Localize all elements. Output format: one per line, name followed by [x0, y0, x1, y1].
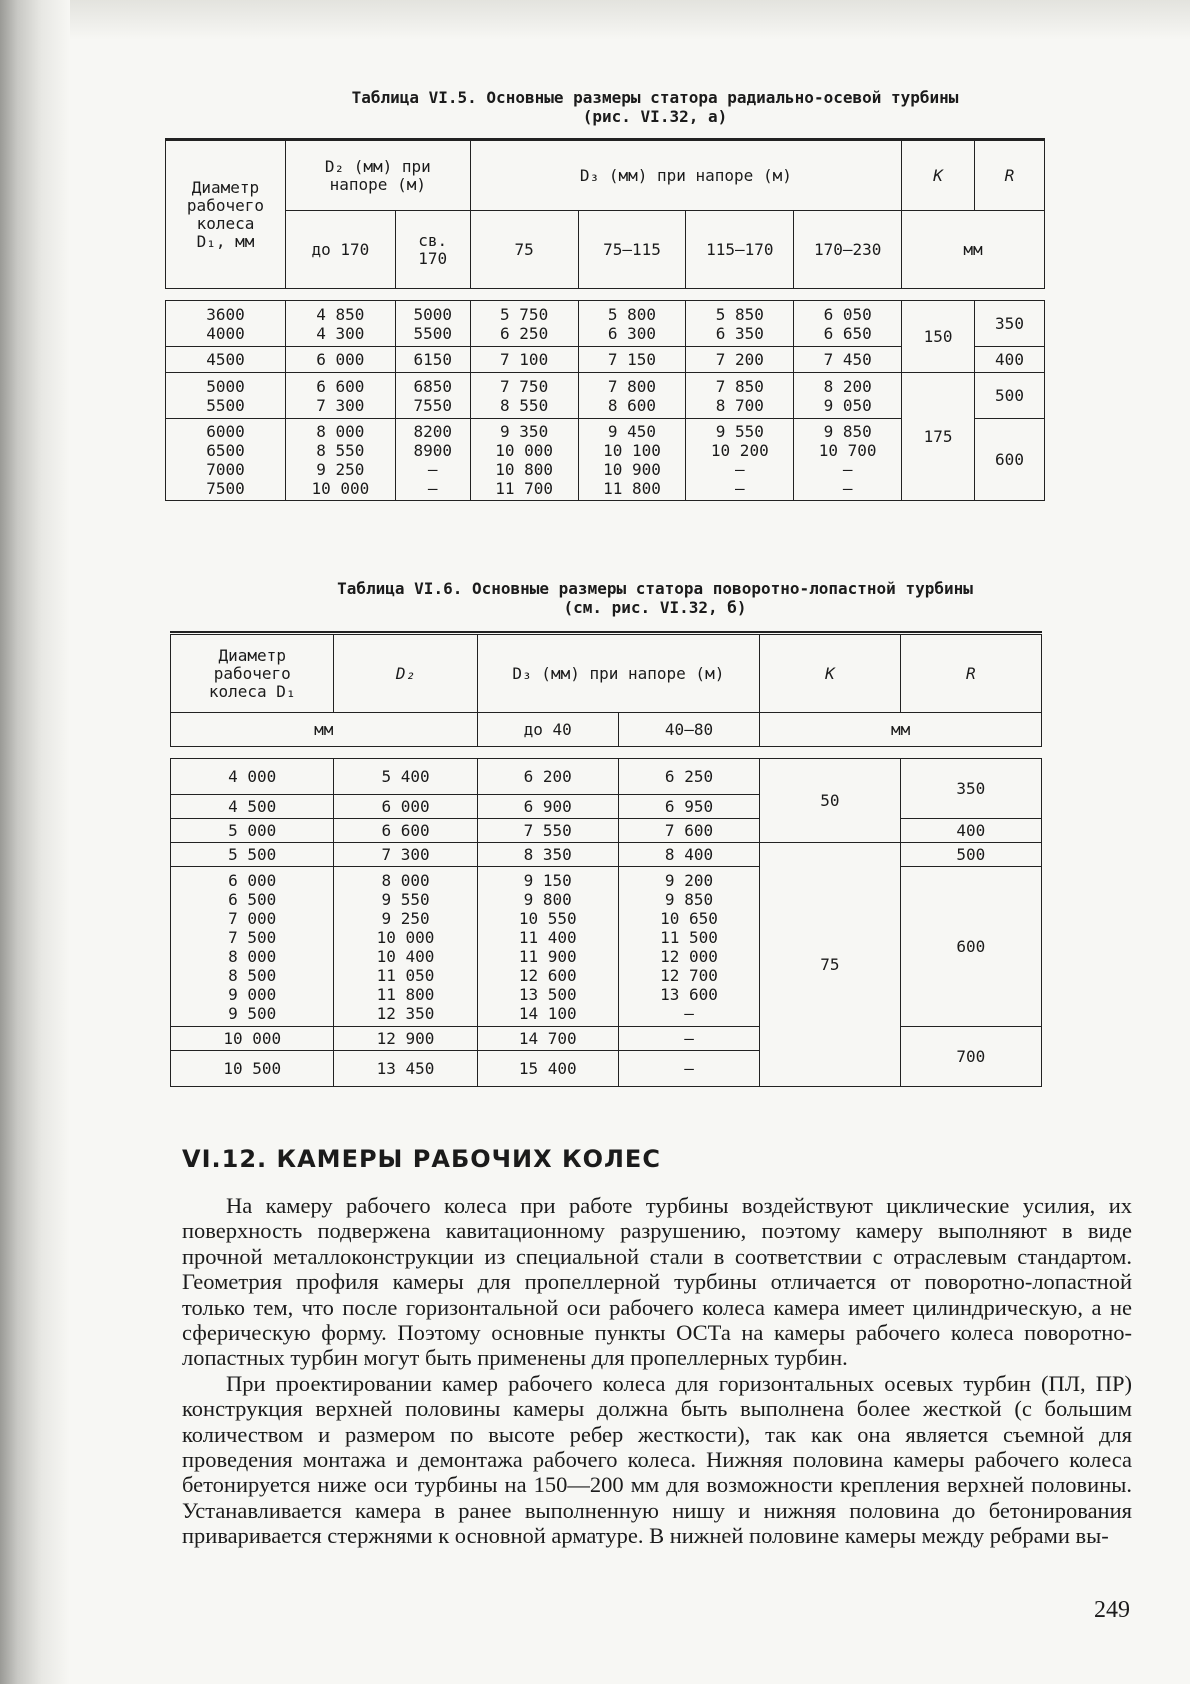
table6-cell-40-80: 9 200 9 850 10 650 11 500 12 000 12 700 13 600 —	[618, 867, 759, 1027]
table5-k-150: 150	[902, 301, 975, 373]
table6-cell-do40: 6 900	[477, 795, 618, 819]
table6-k-50: 50	[760, 759, 901, 843]
table6-header-k: K	[760, 635, 901, 713]
table6-cell-do40: 15 400	[477, 1051, 618, 1087]
table5-spacer	[166, 289, 1045, 301]
table6-cell-d2: 13 450	[334, 1051, 477, 1087]
table5-cell-75: 5 750 6 250	[470, 301, 578, 347]
table5-cell-d2b: 5000 5500	[395, 301, 470, 347]
table6-caption-line2: (см. рис. VI.32, б)	[563, 598, 747, 617]
table6-cell-do40: 8 350	[477, 843, 618, 867]
table6-cell-d2: 7 300	[334, 843, 477, 867]
table5-cell-75: 7 750 8 550	[470, 373, 578, 419]
section-body	[182, 1193, 1132, 1549]
table5-header-k: K	[902, 141, 975, 211]
table6-cell-d1: 4 500	[171, 795, 334, 819]
table6-cell-do40: 7 550	[477, 819, 618, 843]
table6-k-75: 75	[760, 843, 901, 1087]
table5-cell-d1: 5000 5500	[166, 373, 286, 419]
table5-sub-do170: до 170	[285, 211, 395, 289]
table5-header-d1: Диаметр рабочего колеса D₁, мм	[166, 141, 286, 289]
table5	[165, 140, 1045, 501]
table6-r-500: 500	[900, 843, 1041, 867]
table5-caption-line1: Таблица VI.5. Основные размеры статора радиально-осевой турбины	[351, 88, 959, 107]
table6-spacer	[171, 747, 1042, 759]
table6-sub-do40: до 40	[477, 713, 618, 747]
table5-cell-115-170: 7 850 8 700	[686, 373, 794, 419]
table5-cell-75-115: 9 450 10 100 10 900 11 800	[578, 419, 686, 501]
table6-r-350: 350	[900, 759, 1041, 819]
table6-cell-d2: 12 900	[334, 1027, 477, 1051]
table5-cell-d2a: 6 000	[285, 347, 395, 373]
table6-header-d1: Диаметр рабочего колеса D₁	[171, 635, 334, 713]
table5-caption-line2: (рис. VI.32, a)	[582, 107, 728, 126]
table6-header-d2: D₂	[334, 635, 477, 713]
paragraph-1: На камеру рабочего колеса при работе турбины воздействуют циклические усилия, их поверхность подвержена кавитационному разрушению, поэтому камеру выполняют в виде прочной металлоконструкции из специальной стали в соответствии с отраслевым стандартом. Геометрия профиля камеры для пропеллерной турбины отличается от поворотно-лопастной только тем, что после горизонтальной оси рабочего колеса камера имеет цилиндрическую, а не сферическую форму. Поэтому основные пункты ОСТа на камеры рабочего колеса поворотно-лопастных турбин могут быть применены для пропеллерных турбин.	[182, 1193, 1132, 1371]
table5-cell-d2b: 6850 7550	[395, 373, 470, 419]
table6-cell-d2: 6 600	[334, 819, 477, 843]
table5-cell-170-230: 8 200 9 050	[794, 373, 902, 419]
table6-sub-40-80: 40—80	[618, 713, 759, 747]
table5-cell-d1: 6000 6500 7000 7500	[166, 419, 286, 501]
table5-k-175: 175	[902, 373, 975, 501]
table5-cell-d2b: 8200 8900 — —	[395, 419, 470, 501]
section-heading: VI.12. КАМЕРЫ РАБОЧИХ КОЛЕС	[182, 1145, 661, 1173]
table5-cell-d2b: 6150	[395, 347, 470, 373]
table5-sub-sv170: св. 170	[395, 211, 470, 289]
table5-sub-170-230: 170—230	[794, 211, 902, 289]
table5-header-d2: D₂ (мм) при напоре (м)	[285, 141, 470, 211]
table5-cell-75-115: 5 800 6 300	[578, 301, 686, 347]
table5-r-600: 600	[975, 419, 1045, 501]
table6-cell-d1: 10 500	[171, 1051, 334, 1087]
table6-cell-do40: 6 200	[477, 759, 618, 795]
table5-cell-75: 9 350 10 000 10 800 11 700	[470, 419, 578, 501]
table5-cell-d2a: 6 600 7 300	[285, 373, 395, 419]
table5-cell-d2a: 4 850 4 300	[285, 301, 395, 347]
table5-header-r: R	[975, 141, 1045, 211]
table6-cell-40-80: —	[618, 1027, 759, 1051]
table6-cell-40-80: 6 950	[618, 795, 759, 819]
table5-cell-75-115: 7 800 8 600	[578, 373, 686, 419]
table5-r-500: 500	[975, 373, 1045, 419]
table6-cell-d1: 5 000	[171, 819, 334, 843]
table6-cell-d1: 10 000	[171, 1027, 334, 1051]
table5-cell-d1: 3600 4000	[166, 301, 286, 347]
table6-cell-d1: 5 500	[171, 843, 334, 867]
table5-r-400: 400	[975, 347, 1045, 373]
table6-cell-d1: 6 000 6 500 7 000 7 500 8 000 8 500 9 000 9 500	[171, 867, 334, 1027]
table5-caption	[180, 88, 1130, 126]
table5-cell-115-170: 5 850 6 350	[686, 301, 794, 347]
table6-caption	[180, 579, 1130, 617]
table6-r-400: 400	[900, 819, 1041, 843]
page-number: 249	[1094, 1597, 1130, 1623]
table5-sub-75-115: 75—115	[578, 211, 686, 289]
table6-cell-d2: 5 400	[334, 759, 477, 795]
table5-cell-170-230: 7 450	[794, 347, 902, 373]
table6-cell-do40: 14 700	[477, 1027, 618, 1051]
table6-cell-40-80: 8 400	[618, 843, 759, 867]
table6-cell-40-80: 6 250	[618, 759, 759, 795]
table6-header-d3: D₃ (мм) при напоре (м)	[477, 635, 760, 713]
table5-header-d3: D₃ (мм) при напоре (м)	[470, 141, 901, 211]
scan-top-margin	[70, 0, 1190, 40]
table5-r-350: 350	[975, 301, 1045, 347]
paragraph-2: При проектировании камер рабочего колеса для горизонтальных осевых турбин (ПЛ, ПР) конструкция верхней половины камеры должна быть выполнена более жесткой (с большим количеством и размером по высоте ребер жесткости), так как она является съемной для проведения монтажа и демонтажа рабочего колеса. Нижняя половина камеры рабочего колеса бетонируется ниже оси турбины на 150—200 мм для возможности крепления верхней половины. Устанавливается камера в ранее выполненную нишу и нижняя половина до бетонирования приваривается стержнями к основной арматуре. В нижней половине камеры между ребрами вы-	[182, 1370, 1132, 1549]
table5-cell-75-115: 7 150	[578, 347, 686, 373]
table6-top-rule	[170, 631, 1042, 633]
table5-sub-75: 75	[470, 211, 578, 289]
table6-r-600: 600	[900, 867, 1041, 1027]
table5-cell-115-170: 9 550 10 200 — —	[686, 419, 794, 501]
table6-cell-40-80: —	[618, 1051, 759, 1087]
table5-cell-115-170: 7 200	[686, 347, 794, 373]
table6-unit-mm-right: мм	[760, 713, 1042, 747]
table6-cell-d2: 8 000 9 550 9 250 10 000 10 400 11 050 11 800 12 350	[334, 867, 477, 1027]
table6-cell-d2: 6 000	[334, 795, 477, 819]
table5-cell-75: 7 100	[470, 347, 578, 373]
table6-unit-mm-left: мм	[171, 713, 478, 747]
table6-r-700: 700	[900, 1027, 1041, 1087]
table5-cell-d1: 4500	[166, 347, 286, 373]
table6-caption-line1: Таблица VI.6. Основные размеры статора поворотно-лопастной турбины	[337, 579, 973, 598]
table6-cell-40-80: 7 600	[618, 819, 759, 843]
table6-cell-do40: 9 150 9 800 10 550 11 400 11 900 12 600 13 500 14 100	[477, 867, 618, 1027]
table5-cell-170-230: 9 850 10 700 — —	[794, 419, 902, 501]
table5-sub-mm: мм	[902, 211, 1045, 289]
table5-cell-d2a: 8 000 8 550 9 250 10 000	[285, 419, 395, 501]
table6-cell-d1: 4 000	[171, 759, 334, 795]
table6-header-r: R	[900, 635, 1041, 713]
table6	[170, 634, 1042, 1087]
table5-cell-170-230: 6 050 6 650	[794, 301, 902, 347]
table5-sub-115-170: 115—170	[686, 211, 794, 289]
scan-shadow-edge	[0, 0, 70, 1684]
